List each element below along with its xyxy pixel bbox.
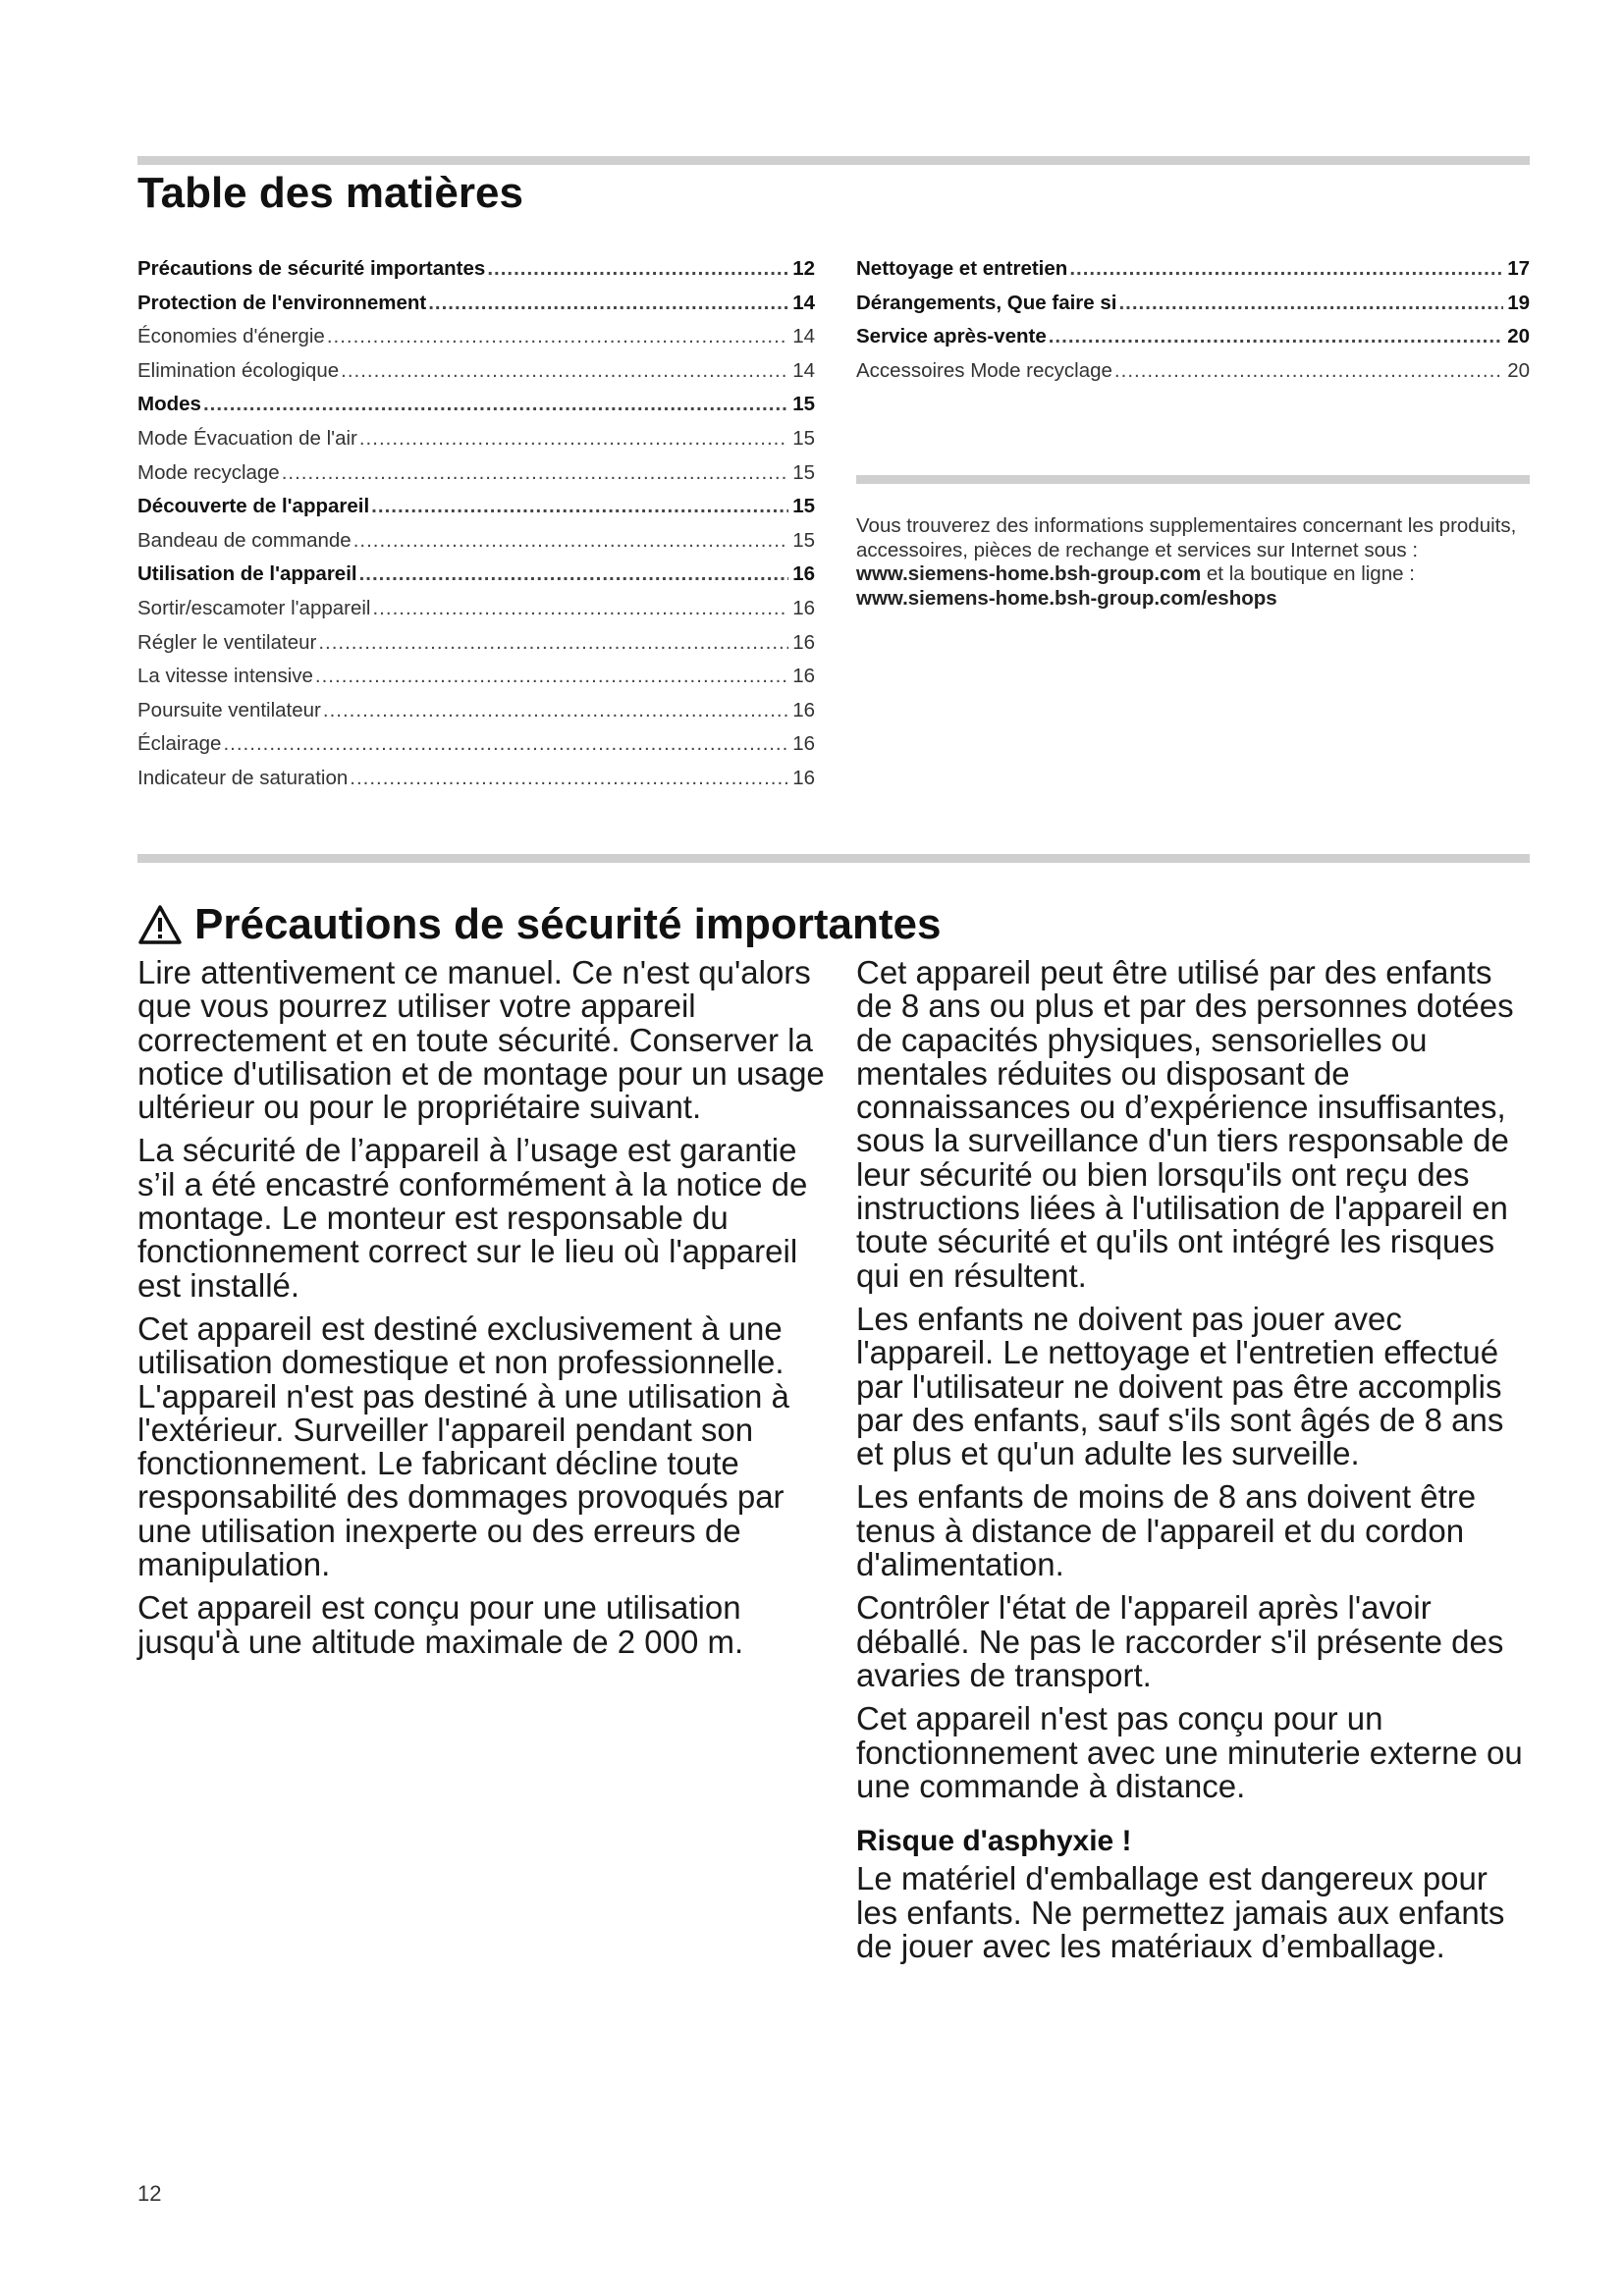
asphyxia-heading: Risque d'asphyxie ! — [856, 1825, 1132, 1858]
toc-entry[interactable]: Découverte de l'appareil ..... 15 — [137, 495, 815, 529]
toc-entry[interactable]: Mode recyclage ..... 15 — [137, 461, 815, 496]
paragraph: Contrôler l'état de l'appareil après l'avoir déballé. Ne pas le raccorder s'il présente des avaries de transport. — [856, 1589, 1504, 1693]
section-rule — [137, 854, 1530, 863]
info-paragraph: Vous trouverez des informations supplementaires concernant les produits, accessoires, pièces de rechange et services sur Internet sous : www.siemens-home.bsh-group.com et la boutique en ligne : www.siemens-home.bsh-group.com/eshops — [856, 514, 1517, 610]
toc-entry[interactable]: Sortir/escamoter l'appareil ..... 16 — [137, 597, 815, 631]
toc-entry[interactable]: Mode Évacuation de l'air ..... 15 — [137, 427, 815, 461]
toc-entry[interactable]: Protection de l'environnement ..... 14 — [137, 292, 815, 326]
paragraph: Cet appareil n'est pas conçu pour un fonctionnement avec une minuterie externe ou une commande à distance. — [856, 1700, 1523, 1804]
paragraph: Le matériel d'emballage est dangereux pour les enfants. Ne permettez jamais aux enfants de jouer avec les matériaux d’emballage. — [856, 1860, 1505, 1965]
safety-heading — [137, 900, 941, 949]
toc-entry[interactable]: La vitesse intensive ..... 16 — [137, 665, 815, 699]
toc-entry[interactable]: Poursuite ventilateur ..... 16 — [137, 699, 815, 733]
paragraph: Cet appareil est destiné exclusivement à une utilisation domestique et non professionnelle. L'appareil n'est pas destiné à une utilisation à l'extérieur. Surveiller l'appareil pendant son fonctionnement. Le fabricant décline toute responsabilité des dommages provoqués par une utilisation inexperte ou des erreurs de manipulation. — [137, 1309, 789, 1583]
toc-entry[interactable]: Service après-vente ..... 20 — [856, 325, 1530, 359]
paragraph: Les enfants ne doivent pas jouer avec l'appareil. Le nettoyage et l'entretien effectué par l'utilisateur ne doivent pas être accomplis par des enfants, sauf s'ils sont âgés de 8 ans et plus et qu'un adulte les surveille. — [856, 1300, 1504, 1472]
warning-icon — [137, 904, 183, 945]
website-link[interactable]: www.siemens-home.bsh-group.com — [856, 562, 1202, 585]
toc-title: Table des matières — [137, 169, 523, 217]
toc-entry[interactable]: Elimination écologique ..... 14 — [137, 359, 815, 394]
toc-entry[interactable]: Économies d'énergie ..... 14 — [137, 325, 815, 359]
eshop-link[interactable]: www.siemens-home.bsh-group.com/eshops — [856, 586, 1277, 610]
paragraph: Cet appareil est conçu pour une utilisation jusqu'à une altitude maximale de 2 000 m. — [137, 1589, 744, 1660]
paragraph: Lire attentivement ce manuel. Ce n'est qu'alors que vous pourrez utiliser votre appareil correctement et en toute sécurité. Conserver la notice d'utilisation et de montage pour un usage ultérieur ou pour le propriétaire suivant. — [137, 954, 825, 1126]
safety-left-column — [137, 956, 825, 1669]
top-rule — [137, 156, 1530, 165]
toc-entry[interactable]: Dérangements, Que faire si ..... 19 — [856, 292, 1530, 326]
paragraph: La sécurité de l’appareil à l’usage est garantie s’il a été encastré conformément à la notice de montage. Le monteur est responsable du fonctionnement correct sur le lieu où l'appareil est installé. — [137, 1132, 808, 1304]
toc-entry[interactable]: Utilisation de l'appareil ..... 16 — [137, 562, 815, 597]
info-rule — [856, 475, 1530, 484]
page-number: 12 — [137, 2181, 162, 2206]
toc-entry[interactable]: Modes ..... 15 — [137, 393, 815, 427]
toc-entry[interactable]: Indicateur de saturation ..... 16 — [137, 767, 815, 801]
toc-entry[interactable]: Régler le ventilateur ..... 16 — [137, 631, 815, 666]
paragraph: Cet appareil peut être utilisé par des enfants de 8 ans ou plus et par des personnes dotées de capacités physiques, sensorielles ou mentales réduites ou disposant de connaissances ou d’expérience insuffisantes, sous la surveillance d'un tiers responsable de leur sécurité ou bien lorsqu'ils ont reçu des instructions liées à l'utilisation de l'appareil en toute sécurité et qu'ils ont intégré les risques qui en résultent. — [856, 954, 1514, 1294]
paragraph: Les enfants de moins de 8 ans doivent être tenus à distance de l'appareil et du cordon d'alimentation. — [856, 1478, 1477, 1583]
toc-right-column — [856, 257, 1530, 393]
safety-right-column — [856, 956, 1534, 1973]
toc-left-column — [137, 257, 815, 801]
toc-entry[interactable]: Bandeau de commande ..... 15 — [137, 529, 815, 563]
safety-title: Précautions de sécurité importantes — [194, 899, 942, 948]
toc-entry[interactable]: Précautions de sécurité importantes ..... 12 — [137, 257, 815, 292]
toc-entry[interactable]: Éclairage ..... 16 — [137, 732, 815, 767]
toc-entry[interactable]: Accessoires Mode recyclage ..... 20 — [856, 359, 1530, 394]
toc-entry[interactable]: Nettoyage et entretien ..... 17 — [856, 257, 1530, 292]
